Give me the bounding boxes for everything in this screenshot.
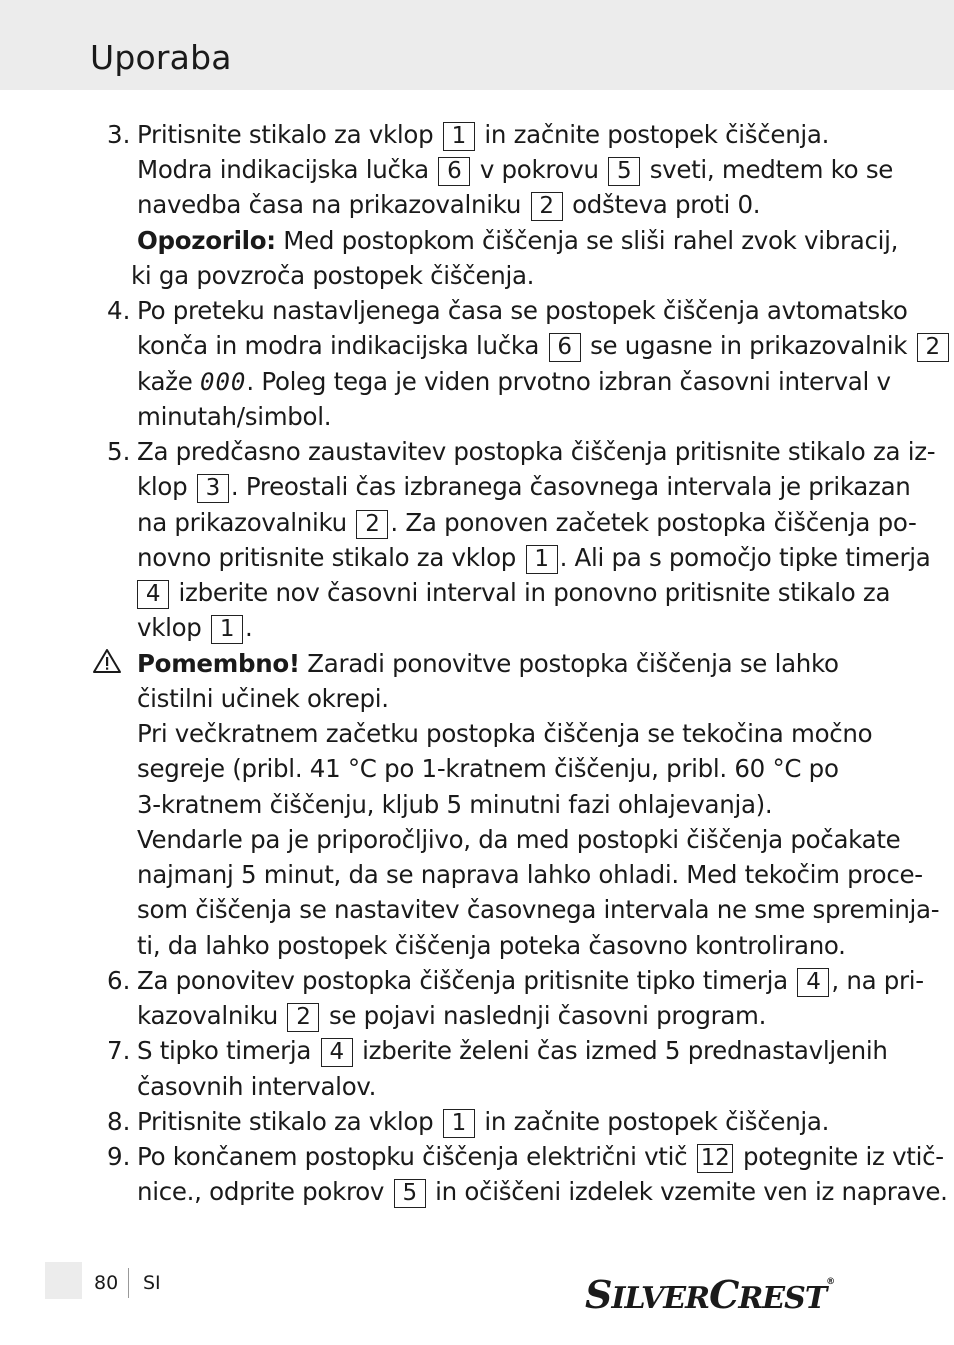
part-ref: 4 — [797, 968, 829, 997]
warning-triangle-icon — [92, 648, 122, 674]
warning-label: Opozorilo: — [137, 226, 276, 255]
part-ref: 1 — [443, 1109, 475, 1138]
text: klop — [137, 472, 188, 501]
text: Modra indikacijska lučka — [137, 155, 429, 184]
text-line: minutah/simbol. — [137, 402, 332, 431]
brand-logo — [585, 1260, 834, 1321]
part-ref: 2 — [531, 192, 563, 221]
text: kaže — [137, 367, 193, 396]
part-ref: 4 — [321, 1038, 353, 1067]
step-number: 4. — [107, 296, 131, 325]
footer-marker — [45, 1262, 82, 1299]
part-ref: 5 — [608, 157, 640, 186]
text-line: segreje (pribl. 41 °C po 1-kratnem čiščenju, pribl. 60 °C po — [137, 754, 839, 783]
language-code: SI — [143, 1272, 161, 1294]
text: in začnite postopek čiščenja. — [484, 120, 830, 149]
text-line: 3-kratnem čiščenju, kljub 5 minutni fazi ohlajevanja). — [137, 790, 773, 819]
text-line — [137, 190, 760, 221]
text-line — [137, 367, 891, 397]
text-line: Vendarle pa je priporočljivo, da med postopki čiščenja počakate — [137, 825, 901, 854]
logo-text: REST — [738, 1281, 827, 1316]
text: Po končanem postopku čiščenja električni vtič — [137, 1142, 688, 1171]
text-line — [137, 649, 839, 679]
step-number: 3. — [107, 120, 131, 149]
display-readout: 000 — [200, 368, 247, 396]
text: potegnite iz vtič- — [742, 1142, 944, 1171]
text-line — [137, 331, 951, 362]
text: . — [245, 613, 253, 642]
part-ref: 12 — [697, 1144, 734, 1173]
text-line: ki ga povzroča postopek čiščenja. — [131, 261, 535, 290]
text: Pritisnite stikalo za vklop — [137, 120, 434, 149]
text: odšteva proti 0. — [572, 190, 761, 219]
page-header — [0, 0, 954, 90]
part-ref: 3 — [197, 474, 229, 503]
page-number: 80 — [94, 1272, 119, 1294]
text-line — [137, 1177, 948, 1208]
part-ref: 1 — [526, 545, 558, 574]
text: in začnite postopek čiščenja. — [484, 1107, 830, 1136]
footer-divider — [128, 1268, 129, 1298]
step-number: 7. — [107, 1036, 131, 1065]
text: vklop — [137, 613, 202, 642]
logo-text: C — [709, 1272, 739, 1317]
text: . Poleg tega je viden prvotno izbran časovni interval v — [246, 367, 891, 396]
part-ref: 6 — [549, 333, 581, 362]
text-line — [137, 966, 924, 997]
text-line: ti, da lahko postopek čiščenja poteka časovno kontrolirano. — [137, 931, 846, 960]
text-line — [137, 1142, 944, 1173]
part-ref: 1 — [211, 615, 243, 644]
text: se ugasne in prikazovalnik — [590, 331, 908, 360]
step-number: 5. — [107, 437, 131, 466]
part-ref: 1 — [443, 122, 475, 151]
text-line: časovnih intervalov. — [137, 1072, 377, 1101]
text: , na pri- — [831, 966, 924, 995]
text: in očiščeni izdelek vzemite ven iz naprave. — [435, 1177, 948, 1206]
text-line — [137, 578, 890, 609]
text: . Ali pa s pomočjo tipke timerja — [559, 543, 931, 572]
step-number: 6. — [107, 966, 131, 995]
text-line: som čiščenja se nastavitev časovnega intervala ne sme spreminja- — [137, 895, 940, 924]
text-line: najmanj 5 minut, da se naprava lahko ohladi. Med tekočim proce- — [137, 860, 923, 889]
text: Med postopkom čiščenja se sliši rahel zvok vibracij, — [283, 226, 899, 255]
text: se pojavi naslednji časovni program. — [328, 1001, 767, 1030]
text-line — [137, 120, 829, 151]
text-line: Po preteku nastavljenega časa se postopek čiščenja avtomatsko — [137, 296, 908, 325]
text: konča in modra indikacijska lučka — [137, 331, 540, 360]
text: izberite nov časovni interval in ponovno pritisnite stikalo za — [178, 578, 891, 607]
text-line — [137, 508, 917, 539]
logo-text: S — [585, 1272, 612, 1317]
text: v pokrovu — [479, 155, 599, 184]
text-line — [137, 155, 893, 186]
text-line — [137, 226, 898, 256]
text-line — [137, 543, 930, 574]
text-line: Pri večkratnem začetku postopka čiščenja se tekočina močno — [137, 719, 873, 748]
text-line — [137, 472, 911, 503]
text-line: Za predčasno zaustavitev postopka čiščenja pritisnite stikalo za iz- — [137, 437, 936, 466]
part-ref: 2 — [917, 333, 949, 362]
text: . Za ponoven začetek postopka čiščenja po- — [390, 508, 917, 537]
text: . Preostali čas izbranega časovnega intervala je prikazan — [230, 472, 911, 501]
text: Pritisnite stikalo za vklop — [137, 1107, 434, 1136]
part-ref: 6 — [438, 157, 470, 186]
text: Za ponovitev postopka čiščenja pritisnite tipko timerja — [137, 966, 788, 995]
text-line — [137, 1036, 888, 1067]
text-line: čistilni učinek okrepi. — [137, 684, 389, 713]
registered-mark: ® — [826, 1277, 835, 1287]
part-ref: 4 — [137, 580, 169, 609]
logo-text: ILVER — [611, 1281, 710, 1316]
step-number: 9. — [107, 1142, 131, 1171]
text: S tipko timerja — [137, 1036, 312, 1065]
text: sveti, medtem ko se — [649, 155, 894, 184]
text: na prikazovalniku — [137, 508, 347, 537]
important-label: Pomembno! — [137, 649, 300, 678]
part-ref: 2 — [287, 1003, 319, 1032]
text: navedba časa na prikazovalniku — [137, 190, 522, 219]
text: nice., odprite pokrov — [137, 1177, 385, 1206]
text: izberite želeni čas izmed 5 prednastavljenih — [362, 1036, 888, 1065]
text: kazovalniku — [137, 1001, 278, 1030]
part-ref: 2 — [356, 510, 388, 539]
page-title: Uporaba — [90, 38, 232, 77]
text-line — [137, 1107, 829, 1138]
text-line — [137, 1001, 766, 1032]
part-ref: 5 — [394, 1179, 426, 1208]
step-number: 8. — [107, 1107, 131, 1136]
text: novno pritisnite stikalo za vklop — [137, 543, 517, 572]
text: Zaradi ponovitve postopka čiščenja se lahko — [307, 649, 839, 678]
text-line — [137, 613, 253, 644]
